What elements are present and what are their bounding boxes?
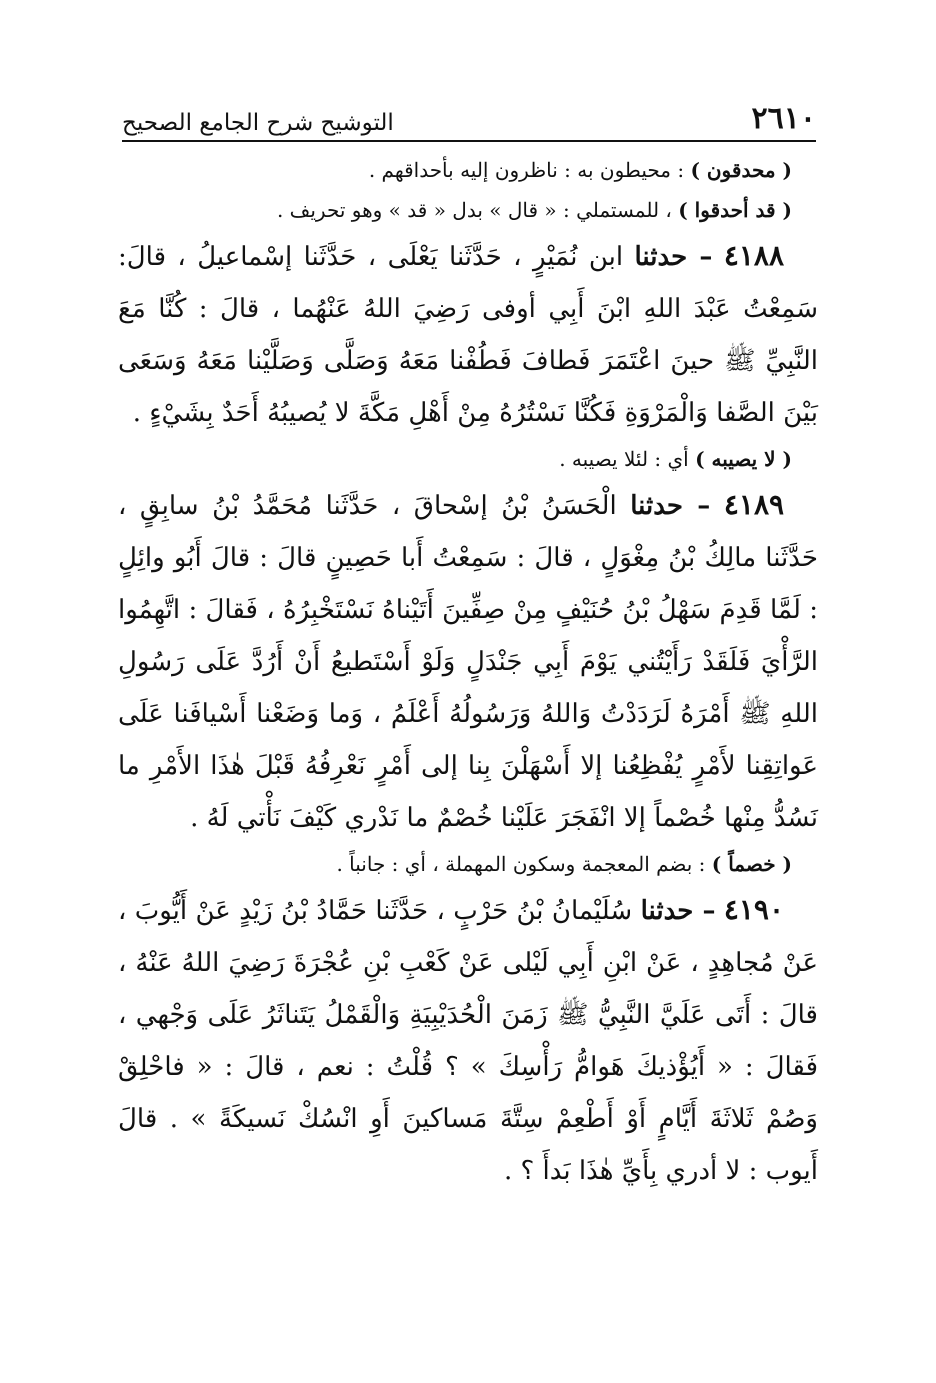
hadith-number: ٤١٨٩ — [723, 488, 785, 521]
hadith-paragraph — [118, 230, 818, 439]
note-text: : محيطون به : ناظرون إليه بأحداقهم . — [368, 158, 691, 182]
hadith-lead: – حدثنا — [634, 242, 713, 272]
note-text: : بضم المعجمة وسكون المهملة ، أي : جانباً . — [336, 852, 712, 876]
commentary-note — [118, 190, 818, 230]
page-body — [118, 150, 818, 1197]
hadith-paragraph — [118, 479, 818, 844]
note-term: ( خصماً ) — [711, 852, 792, 876]
hadith-text: ابن نُمَيْرٍ ، حَدَّثَنا يَعْلَى ، حَدَّثَنا إسْماعيلُ ، قالَ: سَمِعْتُ عَبْدَ اللهِ ابْنَ أَبِي أوفى رَضِيَ اللهُ عَنْهُما ، قالَ : كُنَّا مَعَ النَّبِيِّ ﷺ حينَ اعْتَمَرَ فَطافَ فَطُفْنا مَعَهُ وَصَلَّى وَصَلَّيْنا مَعَهُ وَسَعَى بَيْنَ الصَّفا وَالْمَرْوَةِ فَكُنَّا نَسْتُرُهُ مِنْ أَهْلِ مَكَّةَ لا يُصيبُهُ أَحَدٌ بِشَيْءٍ . — [118, 242, 818, 428]
commentary-note — [118, 439, 818, 479]
page-header — [122, 92, 816, 142]
note-term: ( لا يصيبه ) — [695, 447, 792, 471]
note-term: ( محدقون ) — [690, 158, 792, 182]
hadith-text: الْحَسَنُ بْنُ إسْحاقَ ، حَدَّثَنا مُحَمَّدُ بْنُ سابِقٍ ، حَدَّثَنا مالِكُ بْنُ مِغْوَلٍ ، قالَ : سَمِعْتُ أَبا حَصِينٍ قالَ : قالَ أَبُو وائِلٍ : لَمَّا قَدِمَ سَهْلُ بْنُ حُنَيْفٍ مِنْ صِفِّينَ أَتَيْناهُ نَسْتَخْبِرُهُ ، فَقالَ : اتَّهِمُوا الرَّأْيَ فَلَقَدْ رَأَيْتُني يَوْمَ أَبِي جَنْدَلٍ وَلَوْ أَسْتَطيعُ أَنْ أَرُدَّ عَلَى رَسُولِ اللهِ ﷺ أَمْرَهُ لَرَدَدْتُ وَاللهُ وَرَسُولُهُ أَعْلَمُ ، وَما وَضَعْنا أَسْيافَنا عَلَى عَواتِقِنا لأَمْرٍ يُفْظِعُنا إلا أَسْهَلْنَ بِنا إلى أَمْرٍ نَعْرِفُهُ قَبْلَ هٰذَا الأَمْرِ ما نَسُدُّ مِنْها خُصْماً إلا انْفَجَرَ عَلَيْنا خُصْمٌ ما نَدْري كَيْفَ نَأْتي لَهُ . — [118, 491, 818, 833]
hadith-lead: – حدثنا — [630, 491, 711, 521]
hadith-number: ٤١٩٠ — [723, 893, 784, 926]
hadith-number: ٤١٨٨ — [723, 239, 784, 272]
commentary-note — [118, 150, 818, 190]
commentary-note — [118, 844, 818, 884]
hadith-text: سُلَيْمانُ بْنُ حَرْبٍ ، حَدَّثَنا حَمَّادُ بْنُ زَيْدٍ عَنْ أَيُّوبَ ، عَنْ مُجاهِدٍ ، عَنْ ابْنِ أَبِي لَيْلى عَنْ كَعْبِ بْنِ عُجْرَةَ رَضِيَ اللهُ عَنْهُ ، قالَ : أَتَى عَلَيَّ النَّبِيُّ ﷺ زَمَنَ الْحُدَيْبِيَةِ وَالْقَمْلُ يَتَناثَرُ عَلَى وَجْهي ، فَقالَ : « أَيُؤْذيكَ هَوامُّ رَأْسِكَ » ؟ قُلْتُ : نعم ، قالَ : « فاحْلِقْ وَصُمْ ثَلاثَةَ أَيَّامٍ أَوْ أَطْعِمْ سِتَّةَ مَساكينَ أَوِ انْسُكْ نَسيكَةً » . قالَ أَيوب : لا أدري بِأَيِّ هٰذَا بَدأَ ؟ . — [118, 896, 818, 1186]
page-number: ٢٦١٠ — [751, 101, 816, 136]
note-text: ، للمستملي : « قال » بدل « قد » وهو تحريف . — [276, 198, 679, 222]
note-term: ( قد أحدقوا ) — [678, 198, 792, 222]
hadith-paragraph — [118, 884, 818, 1197]
hadith-lead: – حدثنا — [640, 896, 716, 926]
running-title: التوشيح شرح الجامع الصحيح — [122, 110, 394, 136]
note-text: أي : لئلا يصيبه . — [559, 447, 696, 471]
